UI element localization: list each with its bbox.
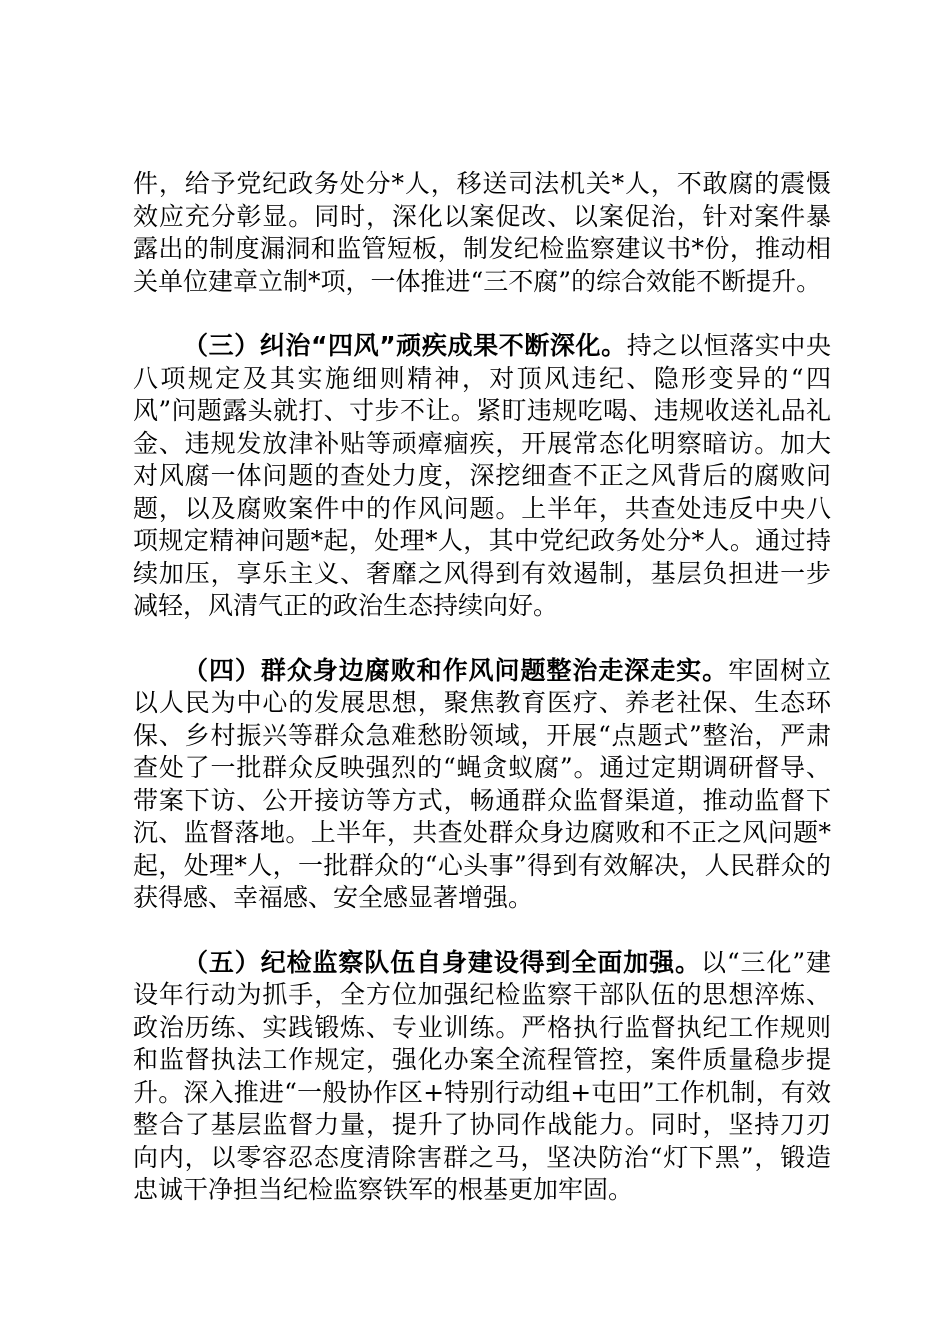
paragraph-body: 持之以恒落实中央八项规定及其实施细则精神，对顶风违纪、隐形变异的“四风”问题露头就打、寸步不让。紧盯违规吃喝、违规收送礼品礼金、违规发放津补贴等顽瘴痼疾，开展常态化明察暗访。加大对风腐一体问题的查处力度，深挖细查不正之风背后的腐败问题，以及腐败案件中的作风问题。上半年，共查处违反中央八项规定精神问题*起，处理*人，其中党纪政务处分*人。通过持续加压，享乐主义、奢靡之风得到有效遏制，基层负担进一步减轻，风清气正的政治生态持续向好。 <box>133 331 831 620</box>
paragraph-section-three <box>133 330 831 623</box>
document-page <box>133 168 831 1239</box>
paragraph-section-five <box>133 947 831 1207</box>
paragraph-section-four <box>133 655 831 915</box>
paragraph-body: 牢固树立以人民为中心的发展思想，聚焦教育医疗、养老社保、生态环保、乡村振兴等群众急难愁盼领域，开展“点题式”整治，严肃查处了一批群众反映强烈的“蝇贪蚁腐”。通过定期调研督导、带案下访、公开接访等方式，畅通群众监督渠道，推动监督下沉、监督落地。上半年，共查处群众身边腐败和不正之风问题*起，处理*人，一批群众的“心头事”得到有效解决，人民群众的获得感、幸福感、安全感显著增强。 <box>133 655 831 912</box>
section-heading-five: （五）纪检监察队伍自身建设得到全面加强。 <box>183 947 701 977</box>
section-heading-three: （三）纠治“四风”顽疾成果不断深化。 <box>183 331 627 360</box>
section-heading-four: （四）群众身边腐败和作风问题整治走深走实。 <box>183 655 729 685</box>
paragraph-continued <box>133 168 831 298</box>
paragraph-body: 以“三化”建设年行动为抓手，全方位加强纪检监察干部队伍的思想淬炼、政治历练、实践锻炼、专业训练。严格执行监督执纪工作规则和监督执法工作规定，强化办案全流程管控，案件质量稳步提升。深入推进“一般协作区+特别行动组+屯田”工作机制，有效整合了基层监督力量，提升了协同作战能力。同时，坚持刀刃向内，以零容忍态度清除害群之马，坚决防治“灯下黑”，锻造忠诚干净担当纪检监察铁军的根基更加牢固。 <box>133 947 831 1204</box>
paragraph-body: 件，给予党纪政务处分*人，移送司法机关*人，不敢腐的震慑效应充分彰显。同时，深化以案促改、以案促治，针对案件暴露出的制度漏洞和监管短板，制发纪检监察建议书*份，推动相关单位建章立制*项，一体推进“三不腐”的综合效能不断提升。 <box>133 169 831 296</box>
